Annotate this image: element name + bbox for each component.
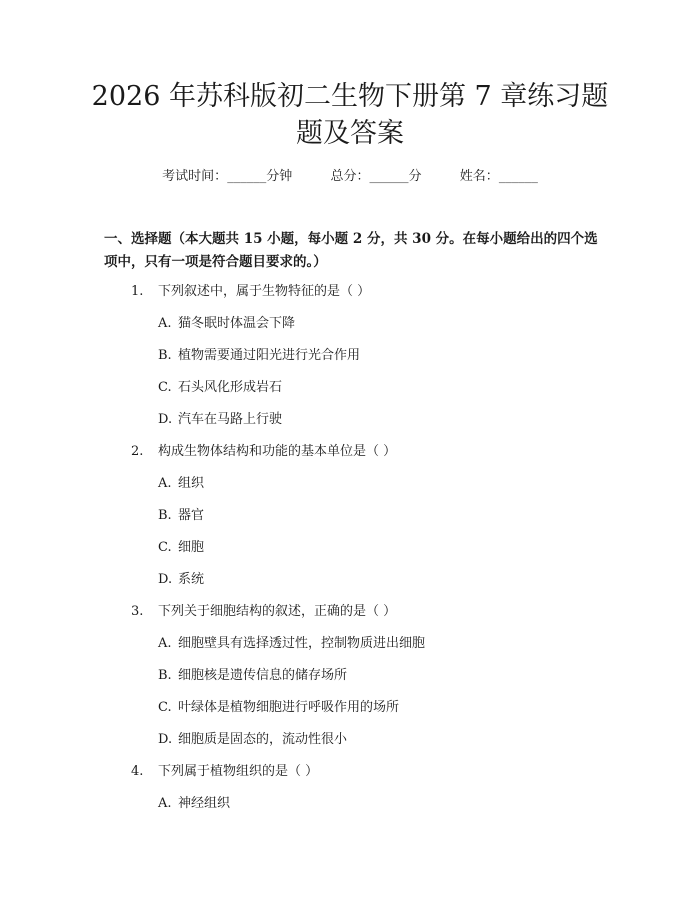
option-4a: [158, 795, 230, 813]
option-text: 植物需要通过阳光进行光合作用: [178, 348, 361, 363]
option-letter: A.: [158, 476, 172, 491]
option-text: 细胞壁具有选择透过性，控制物质进出细胞: [178, 636, 426, 651]
option-text: 石头风化形成岩石: [178, 380, 283, 395]
option-1c: [158, 379, 282, 397]
option-letter: D.: [158, 412, 173, 427]
option-letter: C.: [158, 540, 172, 555]
option-text: 叶绿体是植物细胞进行呼吸作用的场所: [178, 700, 400, 715]
score-blank: ______: [369, 169, 409, 184]
question-text: 下列属于植物组织的是（ ）: [158, 764, 319, 779]
question-4: [131, 763, 318, 781]
option-1d: [158, 411, 282, 429]
option-letter: D.: [158, 732, 173, 747]
option-text: 器官: [178, 508, 205, 523]
option-1b: [158, 347, 360, 365]
section-heading: 一、选择题（本大题共 15 小题，每小题 2 分，共 30 分。在每小题给出的四个选项中，只有一项是符合题目要求的。）: [104, 231, 598, 270]
option-text: 神经组织: [178, 796, 231, 811]
exam-info: [0, 168, 700, 186]
option-text: 猫冬眠时体温会下降: [178, 316, 296, 331]
option-letter: A.: [158, 636, 172, 651]
option-letter: A.: [158, 796, 172, 811]
question-2: [131, 443, 396, 461]
page-title: 2026 年苏科版初二生物下册第 7 章练习题题及答案: [91, 81, 609, 149]
question-number: 2.: [131, 444, 144, 459]
question-text: 构成生物体结构和功能的基本单位是（ ）: [158, 444, 397, 459]
option-1a: [158, 315, 295, 333]
score-unit: 分: [408, 169, 422, 184]
option-3d: [158, 731, 347, 749]
option-letter: C.: [158, 700, 172, 715]
question-3: [131, 603, 396, 621]
option-letter: C.: [158, 380, 172, 395]
option-3c: [158, 699, 399, 717]
option-text: 系统: [178, 572, 205, 587]
option-text: 细胞质是固态的，流动性很小: [178, 732, 348, 747]
option-2d: [158, 571, 204, 589]
option-text: 细胞核是遗传信息的储存场所: [178, 668, 348, 683]
option-2b: [158, 507, 204, 525]
time-blank: ______: [227, 169, 267, 184]
question-number: 3.: [131, 604, 144, 619]
name-blank: ______: [498, 169, 538, 184]
option-2a: [158, 475, 204, 493]
option-letter: B.: [158, 668, 172, 683]
time-unit: 分钟: [266, 169, 293, 184]
time-label: 考试时间：: [162, 169, 228, 184]
question-text: 下列叙述中，属于生物特征的是（ ）: [158, 284, 371, 299]
option-text: 组织: [178, 476, 205, 491]
option-letter: B.: [158, 508, 172, 523]
question-number: 4.: [131, 764, 144, 779]
option-3b: [158, 667, 347, 685]
option-text: 汽车在马路上行驶: [178, 412, 283, 427]
option-letter: D.: [158, 572, 173, 587]
option-letter: B.: [158, 348, 172, 363]
question-1: [131, 283, 370, 301]
option-2c: [158, 539, 204, 557]
name-label: 姓名：: [459, 169, 499, 184]
question-text: 下列关于细胞结构的叙述，正确的是（ ）: [158, 604, 397, 619]
option-letter: A.: [158, 316, 172, 331]
question-number: 1.: [131, 284, 144, 299]
score-label: 总分：: [330, 169, 370, 184]
option-3a: [158, 635, 425, 653]
option-text: 细胞: [178, 540, 205, 555]
